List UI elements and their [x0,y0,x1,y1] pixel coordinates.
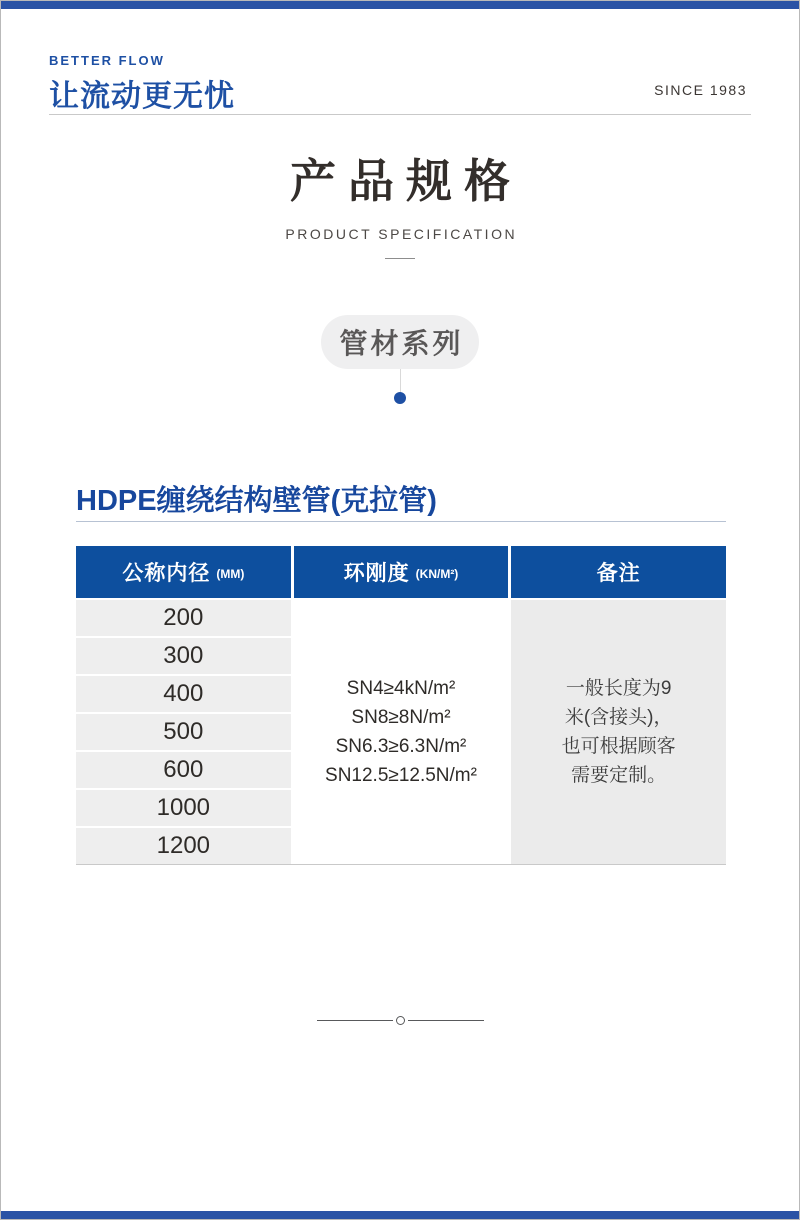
series-badge-block [1,315,799,404]
since-label: SINCE 1983 [654,82,747,98]
header-divider [49,114,751,115]
column-header-label: 备注 [596,562,641,585]
table-header-row [76,546,726,598]
product-heading: HDPE缠绕结构壁管(克拉管) [76,485,437,517]
series-pill-label: 管材系列 [339,328,464,359]
brand-tagline-en: BETTER FLOW [49,53,165,68]
column-header-unit: (KN/M²) [415,566,459,581]
ornament-line-left [317,1020,393,1021]
footer-ornament [1,1016,799,1025]
stiffness-line: SN6.3≥6.3N/m² [335,735,467,757]
page-subtitle: PRODUCT SPECIFICATION [285,226,518,242]
remark-cell [511,600,726,864]
stiffness-cell [294,600,509,864]
heading-divider [76,521,726,522]
table-row: 300 [76,638,291,674]
title-section [1,145,799,259]
remark-line: 一般长度为9 [565,678,672,699]
pill-connector-line [400,369,401,392]
column-header-diameter [76,546,291,598]
spec-table [76,546,726,865]
ornament-line-right [408,1020,484,1021]
subtitle-divider [385,258,415,259]
table-row: 1200 [76,828,291,864]
bottom-accent-bar [1,1211,799,1219]
series-pill [321,315,478,369]
ornament-circle-icon [396,1016,405,1025]
brand-logo [49,53,235,115]
column-header-stiffness [294,546,509,598]
diameter-column [76,600,291,864]
column-header-remark [511,546,726,598]
stiffness-line: SN8≥8N/m² [351,706,451,728]
blue-dot-marker-icon [394,392,406,404]
column-header-unit: (MM) [216,566,245,581]
table-row: 600 [76,752,291,788]
table-row: 1000 [76,790,291,826]
table-row: 400 [76,676,291,712]
column-header-label: 环刚度 [343,562,410,585]
stiffness-line: SN4≥4kN/m² [346,677,456,699]
table-row: 500 [76,714,291,750]
stiffness-line: SN12.5≥12.5N/m² [325,764,477,786]
remark-line: 也可根据顾客 [561,736,676,757]
table-body [76,600,726,864]
page-title: 产品规格 [290,155,522,207]
table-row: 200 [76,600,291,636]
remark-line: 米(含接头)， [564,707,673,728]
brand-logotype: 让流动更无忧 [49,80,235,113]
column-header-label: 公称内径 [122,562,211,585]
top-accent-bar [1,1,799,9]
remark-line: 需要定制。 [571,765,667,786]
